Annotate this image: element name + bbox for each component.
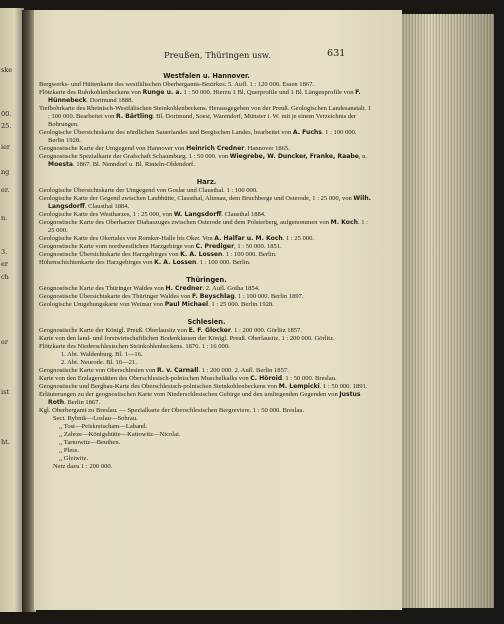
entry-author: Wilh. Langsdorff [48,194,371,210]
left-page-fragment: er. [1,186,10,194]
entry-text: Geologische Umgebungskarte von Weimar von [39,300,165,308]
left-page-fragment: 00. [1,110,12,118]
running-head: Preußen, Thüringen usw. [164,50,271,60]
bibliography-entry [39,335,374,343]
entry-text: Kgl. Oberbergamt zu Breslau. — Spezialkarte der Oberschlesischen Bergreviere. 1 : 50 000. Breslau. [39,406,305,414]
entry-text: Geognostische Karte des Oberharzer Diabaszuges zwischen Osterode und dem Polsterberg, aufgenommen von [39,218,331,226]
entry-text: Höhenschichtenkarte des Harzgebirges von [39,259,155,267]
section-heading: Thüringen. [186,276,227,285]
entry-author: A. Halfar u. M. Koch [214,234,283,242]
bibliography-entry [39,235,374,243]
entry-author: K. A. Lossen [154,259,197,267]
entry-text: , 1 : 50 000. 1851. [234,243,282,251]
left-page-fragment: er [1,260,8,268]
bibliography-entry [39,375,374,383]
sub-entry: ,, Tarnowitz—Beuthen. [59,439,121,447]
left-page-fragment: er [1,338,8,346]
left-page-fragment: ht. [1,438,10,446]
left-page-fragment: ch [1,273,9,281]
entry-author: Wiegrebe, W. Duncker, Franke, Raabe [229,153,359,161]
sub-entry: Netz dazu 1 : 200 000. [53,463,113,471]
entry-text: . 1 : 50 000. Breslau. [282,374,337,382]
left-page-fragment: 3. [1,248,8,256]
bibliography-entry [39,259,374,267]
entry-text: . 2. Aufl. Gotha 1854. [202,284,260,292]
left-page-fragment: ist [1,388,10,396]
sub-entry: ,, Gleiwitz. [59,455,89,463]
entry-author: M. Koch [330,218,358,226]
page-header [34,50,402,66]
entry-text: . 1 : 25 000. Berlin 1928. [208,300,274,308]
section-heading: Schlesien. [187,317,226,326]
bibliography-entry [39,293,374,301]
entry-text: Geognostische und Bergbau-Karte des Oberschlesisch-polnischen Steinkohlenbeckens von [39,382,279,390]
section-gap [39,309,374,318]
left-page-fragment: n. [1,214,8,222]
bibliography-entry [39,327,374,335]
bibliography-entry [39,89,374,105]
entry-text: Karte von den land- und forstwirtschaftlichen Bodenklassen der Königl. Preuß. Oberlausitz. 1 : 200 000. Görlitz. [39,334,335,342]
bibliography-entry [39,251,374,259]
entry-text: Geognostische Karte der Umgegend von Hannover von [39,144,187,152]
section-gap [39,267,374,276]
entry-text: . Clausthal 1884. [221,210,266,218]
left-page-fragment: 25. [1,122,12,130]
entry-author: C. Höroid [250,374,283,382]
entry-text: Geognostische Übersichtskarte des Thüringer Waldes von [39,292,193,300]
bibliography-entry [39,407,374,415]
entry-author: Paul Michael [164,300,209,308]
bibliography-entry [39,243,374,251]
left-facing-page [0,8,24,612]
entry-text: Flötzkarte des Ruhrkohlenbeckens von [39,88,143,96]
bibliography-entry [39,219,374,235]
bibliography-entry [39,145,374,153]
sub-entry: 2. Abt. Neurode. Bl. 16—21. [61,358,137,366]
entry-text: Bergwerks- und Hüttenkarte des westfälischen Oberbergamts-Bezirkes. 5. Aufl. 1 : 120 000. Essen 1867. [39,80,315,88]
entry-text: Geognostische Karte des Thüringer Waldes von [39,284,166,292]
entry-text: . Dortmund 1888. [86,96,133,104]
bibliography-entry [39,391,374,407]
entry-text: Geologische Karte der Gegend zwischen Laubhütte, Clausthal, Altenau, dem Bruchberge und Osterode, 1 : 25 000, von [39,194,354,202]
entry-text: . 1 : 25 000. [48,218,368,234]
bibliography-entry [39,211,374,219]
entry-author: E. F. Glocker [188,326,231,334]
entry-text: Karte von den Erzlagerstätten des Oberschlesisch-polnischen Muschelkalks von [39,374,251,382]
left-page-fragment: ske [1,66,13,74]
entry-text: Geognostische Karte vom nordwestlichen Harzgebirge von [39,243,196,251]
sub-entry: ,, Zabrze—Königshütte—Kattowitz—Nicolai. [59,431,181,439]
section-heading: Harz. [196,178,217,187]
entry-text: Geognostische Übersichtskarte des Harzgebirges von [39,251,181,259]
bibliography-entry [39,81,374,89]
entry-author: Heinrich Credner [186,144,245,152]
entry-author: A. Fuchs [292,128,322,136]
entry-author: Justus Roth [48,390,361,406]
section-gap [39,169,374,178]
bibliography-entry [39,367,374,375]
bibliography-entry [39,187,374,195]
entry-text: . 1 : 50 000. 1891. [319,382,368,390]
entry-text: . 1 : 100 000. Berlin 1897. [234,292,304,300]
bibliography-entry [39,195,374,211]
page-edges-shadow [402,14,494,608]
page-number: 631 [327,48,346,59]
entry-text: 1 : 50 000. Hierzu 1 Bl. Querprofile und 1 Bl. Längenprofile von [181,88,356,96]
left-page-fragment: ng [1,168,10,176]
entry-text: . 1 : 200 000. 2. Aufl. Berlin 1857. [198,366,289,374]
sub-entry: ,, Tost—Peiskretscham—Laband. [59,423,148,431]
entry-text: Geologische Karte des Westharzes, 1 : 25 000, von [39,210,174,218]
entry-text: . 1 : 200 000. Görlitz 1857. [230,326,302,334]
page-content [39,72,374,471]
entry-text: . Clausthal 1884. [84,202,130,210]
bibliography-entry [39,105,374,129]
entry-text: Geognostische Karte von Oberschlesien von [39,366,157,374]
bibliography-entry [39,301,374,309]
entry-text: Geognostische Spezialkarte der Grafschaft Schaumburg. 1 : 50 000. von [39,153,230,161]
sub-entry: ,, Pless. [59,447,80,455]
sub-entry: Sect. Rybnik—Loslau—Sohrau. [53,415,138,423]
entry-author: F. Hünnebeck [48,88,361,104]
entry-text: . 1 : 100 000. Berlin 1928. [48,128,357,144]
entry-author: C. Prediger [195,243,235,251]
entry-text: . 1 : 100 000. Berlin. [196,259,251,267]
entry-text: , u. [358,153,368,161]
bibliography-entry [39,383,374,391]
entry-author: M. Lempicki [278,382,320,390]
bibliography-entry [39,153,374,169]
book-page [34,10,402,610]
bibliography-entry [39,129,374,145]
entry-text: Geologische Übersichtskarte des nördlichen Sauerlandes und Bergischen Landes, bearbeitet von [39,128,293,136]
left-page-fragment: ier [1,143,11,151]
entry-text: Tiefbohrkarte des Rheinisch-Westfälischen Steinkohlenbeckens. Herausgegeben von der Preuß. Geologischen Landesanstalt. 1 : 100 000. Bearbeitet von [39,104,372,120]
entry-text: Geologische Karte des Okertales von Romker-Halle bis Oker. Von [39,234,215,242]
entry-author: R. Bärtling [116,112,153,120]
entry-text: Flötzkarte des Niederschlesischen Steinkohlenbeckens. 1876. 1 : 16 000. [39,342,230,350]
sub-entry: 1. Abt. Waldenburg. Bl. 1—16. [61,350,143,358]
entry-text: . 1867. Bl. Nenndorf u. Bl. Rinteln-Oldendorf. [73,161,195,169]
entry-author: Moesta [48,161,74,169]
section-heading: Westfalen u. Hannover. [163,72,250,80]
entry-text: . 1 : 25 000. [282,234,315,242]
entry-text: Geologische Übersichtskarte der Umgegend von Goslar und Clausthal. 1 : 100 000. [39,186,258,194]
entry-author: F. Beyschlag [192,292,235,300]
bibliography-entry [39,285,374,293]
entry-text: Erläuterungen zu der geognostischen Karte vom Niederschlesischen Gebirge und den umliegenden Gegenden von [39,390,340,398]
entry-author: K. A. Lossen [180,251,223,259]
entry-author: H. Credner [165,284,203,292]
entry-text: . Berlin 1867. [64,398,101,406]
entry-text: . Bl. Dortmund, Soest, Warendorf, Münster i. W. mit je einem Verzeichnis der Bohrungen. [48,112,357,128]
entry-author: R. v. Carnall [157,366,199,374]
bibliography-entry [39,343,374,351]
entry-text: . Hannover 1865. [244,144,290,152]
entry-text: Geognostische Karte der Königl. Preuß. Oberlausitz von [39,326,189,334]
entry-author: W. Langsdorff [173,210,222,218]
entry-text: . 1 : 100 000. Berlin. [222,251,277,259]
entry-author: Runge u. a. [142,88,182,96]
